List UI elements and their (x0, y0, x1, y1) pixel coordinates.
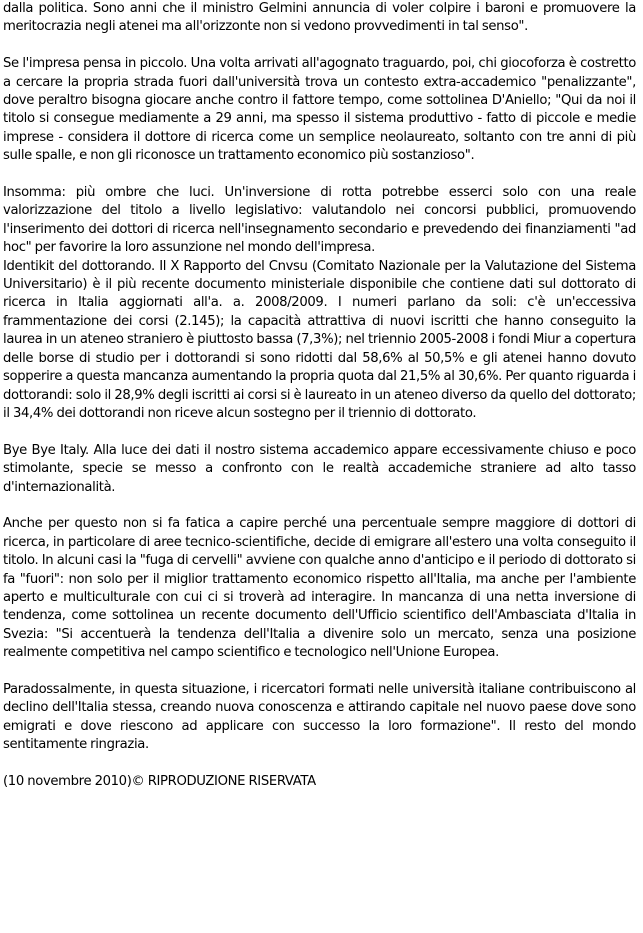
paragraph-spacer (3, 37, 636, 55)
paragraph-paradox: Paradossalmente, in questa situazione, i ricercatori formati nelle università italiane contribuiscono al declino dell'Italia stessa, creando nuova conoscenza e attirando capitale nel nuovo paese dove sono emigrati e dove riescono ad applicare con successo la loro formazione". Il resto del mondo sentitamente ringrazia. (3, 681, 636, 753)
paragraph-spacer (3, 423, 636, 441)
paragraph-brain-drain: Anche per questo non si fa fatica a capire perché una percentuale sempre maggiore di dottori di ricerca, in particolare di aree tecnico-scientifiche, decide di emigrare all'estero una volta conseguito il titolo. In alcuni casi la "fuga di cervelli" avviene con qualche anno d'anticipo e il periodo di dottorato si fa "fuori": non solo per il miglior trattamento economico rispetto all'Italia, ma anche per l'ambiente aperto e multiculturale con cui ci si troverà ad interagire. In mancanza di una netta inversione di tendenza, come sottolinea un recente documento dell'Ufficio scientifico dell'Ambasciata d'Italia in Svezia: "Si accentuerà la tendenza dell'Italia a divenire solo un mercato, senza una posizione realmente competitiva nel campo scientifico e tecnologico nell'Unione Europea. (3, 516, 636, 661)
article-body (3, 0, 636, 791)
paragraph-spacer (3, 497, 636, 515)
paragraph-summary: Insomma: più ombre che luci. Un'inversione di rotta potrebbe esserci solo con una reale valorizzazione del titolo a livello legislativo: valutandolo nei concorsi pubblici, promuovendo l'inserimento dei dottori di ricerca nell'insegnamento secondario e prevedendo dei finanziamenti "ad hoc" per favorire la loro assunzione nel mondo dell'impresa. (3, 185, 636, 256)
article-signoff: (10 novembre 2010)© RIPRODUZIONE RISERVATA (3, 773, 316, 789)
paragraph-spacer (3, 663, 636, 681)
paragraph-identikit: Identikit del dottorando. Il X Rapporto del Cnvsu (Comitato Nazionale per la Valutazione del Sistema Universitario) è il più recente documento ministeriale disponibile che contiene dati sul dottorato di ricerca in Italia aggiornati all'a. a. 2008/2009. I numeri parlano da soli: c'è un'eccessiva frammentazione dei corsi (2.145); la capacità attrattiva di nuovi iscritti che hanno conseguito la laurea in un ateneo straniero è piuttosto bassa (7,3%); nel triennio 2005-2008 i fondi Miur a copertura delle borse di studio per i dottorandi si sono ridotti dal 58,6% al 50,5% e gli atenei hanno dovuto sopperire a questa mancanza aumentando la propria quota dal 21,5% al 30,6%. Per quanto riguarda i dottorandi: solo il 28,9% degli iscritti ai corsi si è laureato in un ateneo diverso da quello del dottorato; il 34,4% dei dottorandi non riceve alcun sostegno per il triennio di dottorato. (3, 258, 636, 421)
paragraph-small-business: Se l'impresa pensa in piccolo. Una volta arrivati all'agognato traguardo, poi, chi giocoforza è costretto a cercare la propria strada fuori dall'università trova un contesto extra-accademico "penalizzante", dove peraltro bisogna giocare anche contro il fattore tempo, come sottolinea D'Aniello; "Qui da noi il titolo si consegue mediamente a 29 anni, ma spesso il sistema produttivo - fatto di piccole e medie imprese - considera il dottore di ricerca come un semplice neolaureato, soltanto con tre anni di più sulle spalle, e non gli riconosce un trattamento economico più sostanzioso". (3, 56, 636, 164)
paragraph-spacer (3, 166, 636, 184)
paragraph-bye-bye-italy: Bye Bye Italy. Alla luce dei dati il nostro sistema accademico appare eccessivamente chiuso e poco stimolante, specie se messo a confronto con le realtà accademiche straniere ad alto tasso d'internazionalità. (3, 442, 636, 495)
paragraph-politics-conclusion: dalla politica. Sono anni che il ministro Gelmini annuncia di voler colpire i baroni e promuovere la meritocrazia negli atenei ma all'orizzonte non si vedono provvedimenti in tal senso". (3, 1, 636, 35)
